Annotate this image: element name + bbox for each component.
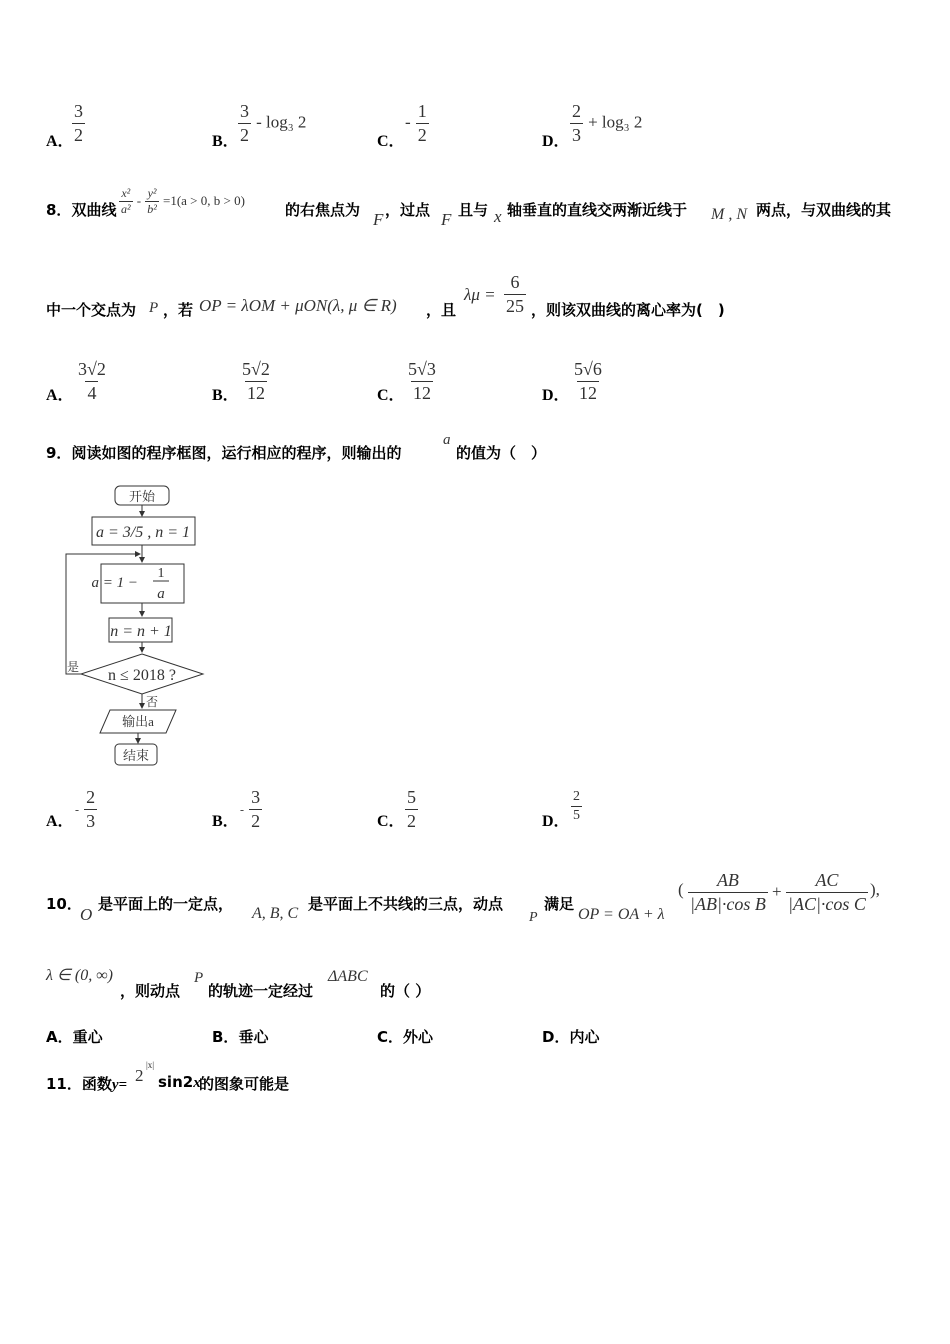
q8-text: 双曲线: [71, 201, 117, 219]
flowchart: [60, 480, 220, 775]
fraction-numerator: 2: [86, 787, 96, 807]
fraction-denominator: |AB|·cos B: [690, 893, 766, 914]
flow-init-text: a = 3/5 , n = 1: [95, 524, 191, 541]
option-label: B．: [212, 1028, 239, 1046]
q11-text-part: 函数: [81, 1075, 112, 1093]
q8-text: 两点，与双曲线的其: [756, 201, 892, 219]
flow-assign-num: 1: [157, 566, 165, 581]
q8-text: 且与: [458, 201, 489, 219]
fraction-denominator: 3: [86, 810, 96, 831]
point-p: P: [149, 300, 159, 316]
fraction-numerator: 2: [573, 789, 580, 804]
q9-option-d-label: D．: [542, 813, 570, 830]
fraction-denominator: 2: [251, 810, 261, 831]
fraction-ac: [786, 869, 868, 915]
fraction-numerator: 3: [251, 787, 261, 807]
plus-sign: +: [772, 882, 782, 901]
option-text: 重心: [72, 1028, 103, 1046]
q10-option-b: [212, 1026, 268, 1047]
fraction-numerator: AB: [716, 870, 739, 890]
q11-y: y=: [111, 1077, 128, 1093]
q11-text: [46, 1073, 127, 1094]
q9-option-a-label: A．: [46, 813, 74, 830]
fraction-denominator: 12: [412, 382, 431, 403]
fraction-numerator: 3: [74, 101, 83, 121]
flow-condition-text: n ≤ 2018 ?: [108, 667, 176, 684]
question-number: 11．: [46, 1075, 82, 1093]
hyperbola-equation: [119, 186, 245, 217]
point-p: P: [529, 910, 538, 925]
eq-denominator-b: b²: [147, 202, 157, 216]
q10-text: 是平面上的一定点，: [98, 895, 234, 913]
flow-end-text: 结束: [122, 748, 150, 763]
fraction-denominator: 2: [417, 124, 427, 145]
q7-option-d-value: [570, 100, 642, 146]
q8-text: 轴垂直的直线交两渐近线于: [507, 201, 688, 219]
q9-option-d-value: [571, 788, 582, 824]
q11-sin: [158, 1073, 201, 1092]
question-number: 10．: [46, 895, 82, 913]
q9-option-c-label: C．: [377, 813, 405, 830]
q10-text: 的轨迹一定经过: [208, 982, 314, 1000]
q9-text: 的值为（ ）: [456, 444, 547, 462]
fraction-denominator: 12: [246, 382, 265, 403]
q7-option-b-label: B．: [212, 133, 239, 150]
variable-a: a: [443, 432, 451, 448]
q8-option-c-value: [406, 358, 438, 404]
fraction-numerator: 1: [417, 101, 427, 121]
q8-option-b-label: B．: [212, 387, 239, 404]
q7-option-b-value: [238, 100, 306, 146]
eq-condition: =1(a > 0, b > 0): [162, 193, 245, 208]
option-label: D．: [542, 1028, 570, 1046]
option-text: 垂心: [238, 1028, 269, 1046]
flow-start-text: 开始: [128, 489, 156, 504]
minus-sign: -: [75, 802, 79, 817]
option-text: 内心: [569, 1028, 600, 1046]
point-p: P: [194, 970, 204, 986]
question-number: 9．: [46, 444, 72, 462]
q8-text: ，且: [426, 301, 457, 319]
q8-text: ，过点: [385, 201, 431, 219]
eq-minus: -: [136, 193, 142, 208]
exponent-base: 2: [135, 1066, 144, 1085]
q10-option-c: [377, 1026, 433, 1047]
fraction-denominator: 12: [578, 382, 597, 403]
lambda-mu: λμ =: [464, 285, 496, 304]
flow-assign-text: a = 1 −: [91, 575, 138, 591]
q8-option-a-value: [76, 358, 108, 404]
fraction-denominator: 5: [573, 807, 580, 823]
fraction-denominator: 2: [407, 810, 416, 831]
axis-x: x: [494, 207, 502, 226]
fraction-numerator: AC: [815, 870, 839, 890]
flow-assign-den: a: [157, 586, 165, 602]
q10-text: 满足: [544, 895, 575, 913]
q10-option-d: [542, 1026, 599, 1047]
q7-option-c-value: [405, 100, 429, 146]
q9-text: [46, 442, 401, 463]
q8-text: ，若: [163, 301, 194, 319]
lambda-mu-value: [504, 271, 526, 317]
fraction-denominator: 4: [87, 382, 97, 403]
log-term: + log₃ 2: [588, 112, 643, 132]
eq-denominator-a: a²: [121, 202, 131, 216]
fraction-numerator: 5√3: [408, 359, 436, 379]
close-paren: ),: [870, 880, 880, 899]
points-mn: M , N: [711, 206, 747, 223]
option-text: 外心: [403, 1028, 434, 1046]
lambda-range: λ ∈ (0, ∞): [46, 967, 113, 984]
minus-sign: -: [405, 112, 411, 132]
exponent-abs-x: |x|: [146, 1060, 155, 1070]
fraction-numerator: 5: [407, 787, 416, 807]
flow-yes-label: 是: [67, 660, 80, 674]
q8-option-d-label: D．: [542, 387, 570, 404]
eq-numerator-x: x²: [121, 186, 131, 200]
point-o: O: [80, 905, 93, 924]
fraction-numerator: 5√6: [574, 359, 602, 379]
fraction-numerator: 6: [510, 272, 520, 292]
fraction-denominator: |AC|·cos C: [788, 893, 866, 914]
open-paren: (: [678, 880, 684, 899]
q7-option-a-value: [72, 100, 85, 146]
q8-line1: [46, 199, 116, 220]
q9-option-b-label: B．: [212, 813, 239, 830]
option-label: C．: [377, 1028, 404, 1046]
q8-option-c-label: C．: [377, 387, 405, 404]
q7-option-d-label: D．: [542, 133, 570, 150]
flow-output-text: 输出a: [122, 714, 154, 729]
flow-increment-text: n = n + 1: [110, 623, 172, 640]
fraction-ab: [688, 869, 768, 915]
vector-equation: OP = λOM + μON(λ, μ ∈ R): [199, 296, 397, 315]
q8-text: 的右焦点为: [285, 201, 361, 219]
eq-numerator-y: y²: [147, 186, 157, 200]
q8-option-b-value: [240, 358, 272, 404]
flow-loop-line: [66, 554, 140, 674]
points-abc: A, B, C: [252, 905, 299, 922]
triangle-abc: ΔABC: [328, 968, 368, 985]
fraction-denominator: 25: [506, 295, 524, 316]
q8-text: 中一个交点为: [46, 301, 137, 319]
q11-text: 的图象可能是: [199, 1075, 290, 1093]
variable-x: x: [193, 1075, 201, 1091]
q7-option-a-label: A．: [46, 133, 74, 150]
vector-equation: OP = OA + λ: [578, 906, 665, 923]
fraction-denominator: 2: [74, 124, 83, 145]
q10-text: 的（ ）: [380, 982, 431, 1000]
point-f: F: [441, 210, 452, 229]
sin-term: sin2: [158, 1073, 194, 1091]
fraction-numerator: 3: [240, 101, 249, 121]
fraction-numerator: 5√2: [242, 359, 270, 379]
q10-option-a: [46, 1026, 103, 1047]
fraction-numerator: 3√2: [78, 359, 106, 379]
point-f: F: [373, 210, 384, 229]
q8-text: ，则该双曲线的离心率为( ): [531, 301, 725, 319]
option-label: A．: [46, 1028, 73, 1046]
flow-no-label: 否: [146, 695, 159, 709]
q9-option-a-value: [75, 786, 97, 832]
fraction-denominator: 2: [240, 124, 249, 145]
minus-sign: -: [240, 802, 244, 817]
q9-text-part: 阅读如图的程序框图，运行相应的程序，则输出的: [71, 444, 402, 462]
q10-text: ，则动点: [120, 982, 181, 1000]
fraction-numerator: 2: [572, 101, 581, 121]
question-number: 8．: [46, 201, 72, 219]
q7-option-c-label: C．: [377, 133, 405, 150]
q8-option-a-label: A．: [46, 387, 74, 404]
q10-text: 是平面上不共线的三点，动点: [308, 895, 504, 913]
log-term: - log₃ 2: [256, 112, 307, 132]
fraction-denominator: 3: [572, 124, 581, 145]
q9-option-c-value: [405, 786, 418, 832]
q8-option-d-value: [572, 358, 604, 404]
q9-option-b-value: [240, 786, 262, 832]
